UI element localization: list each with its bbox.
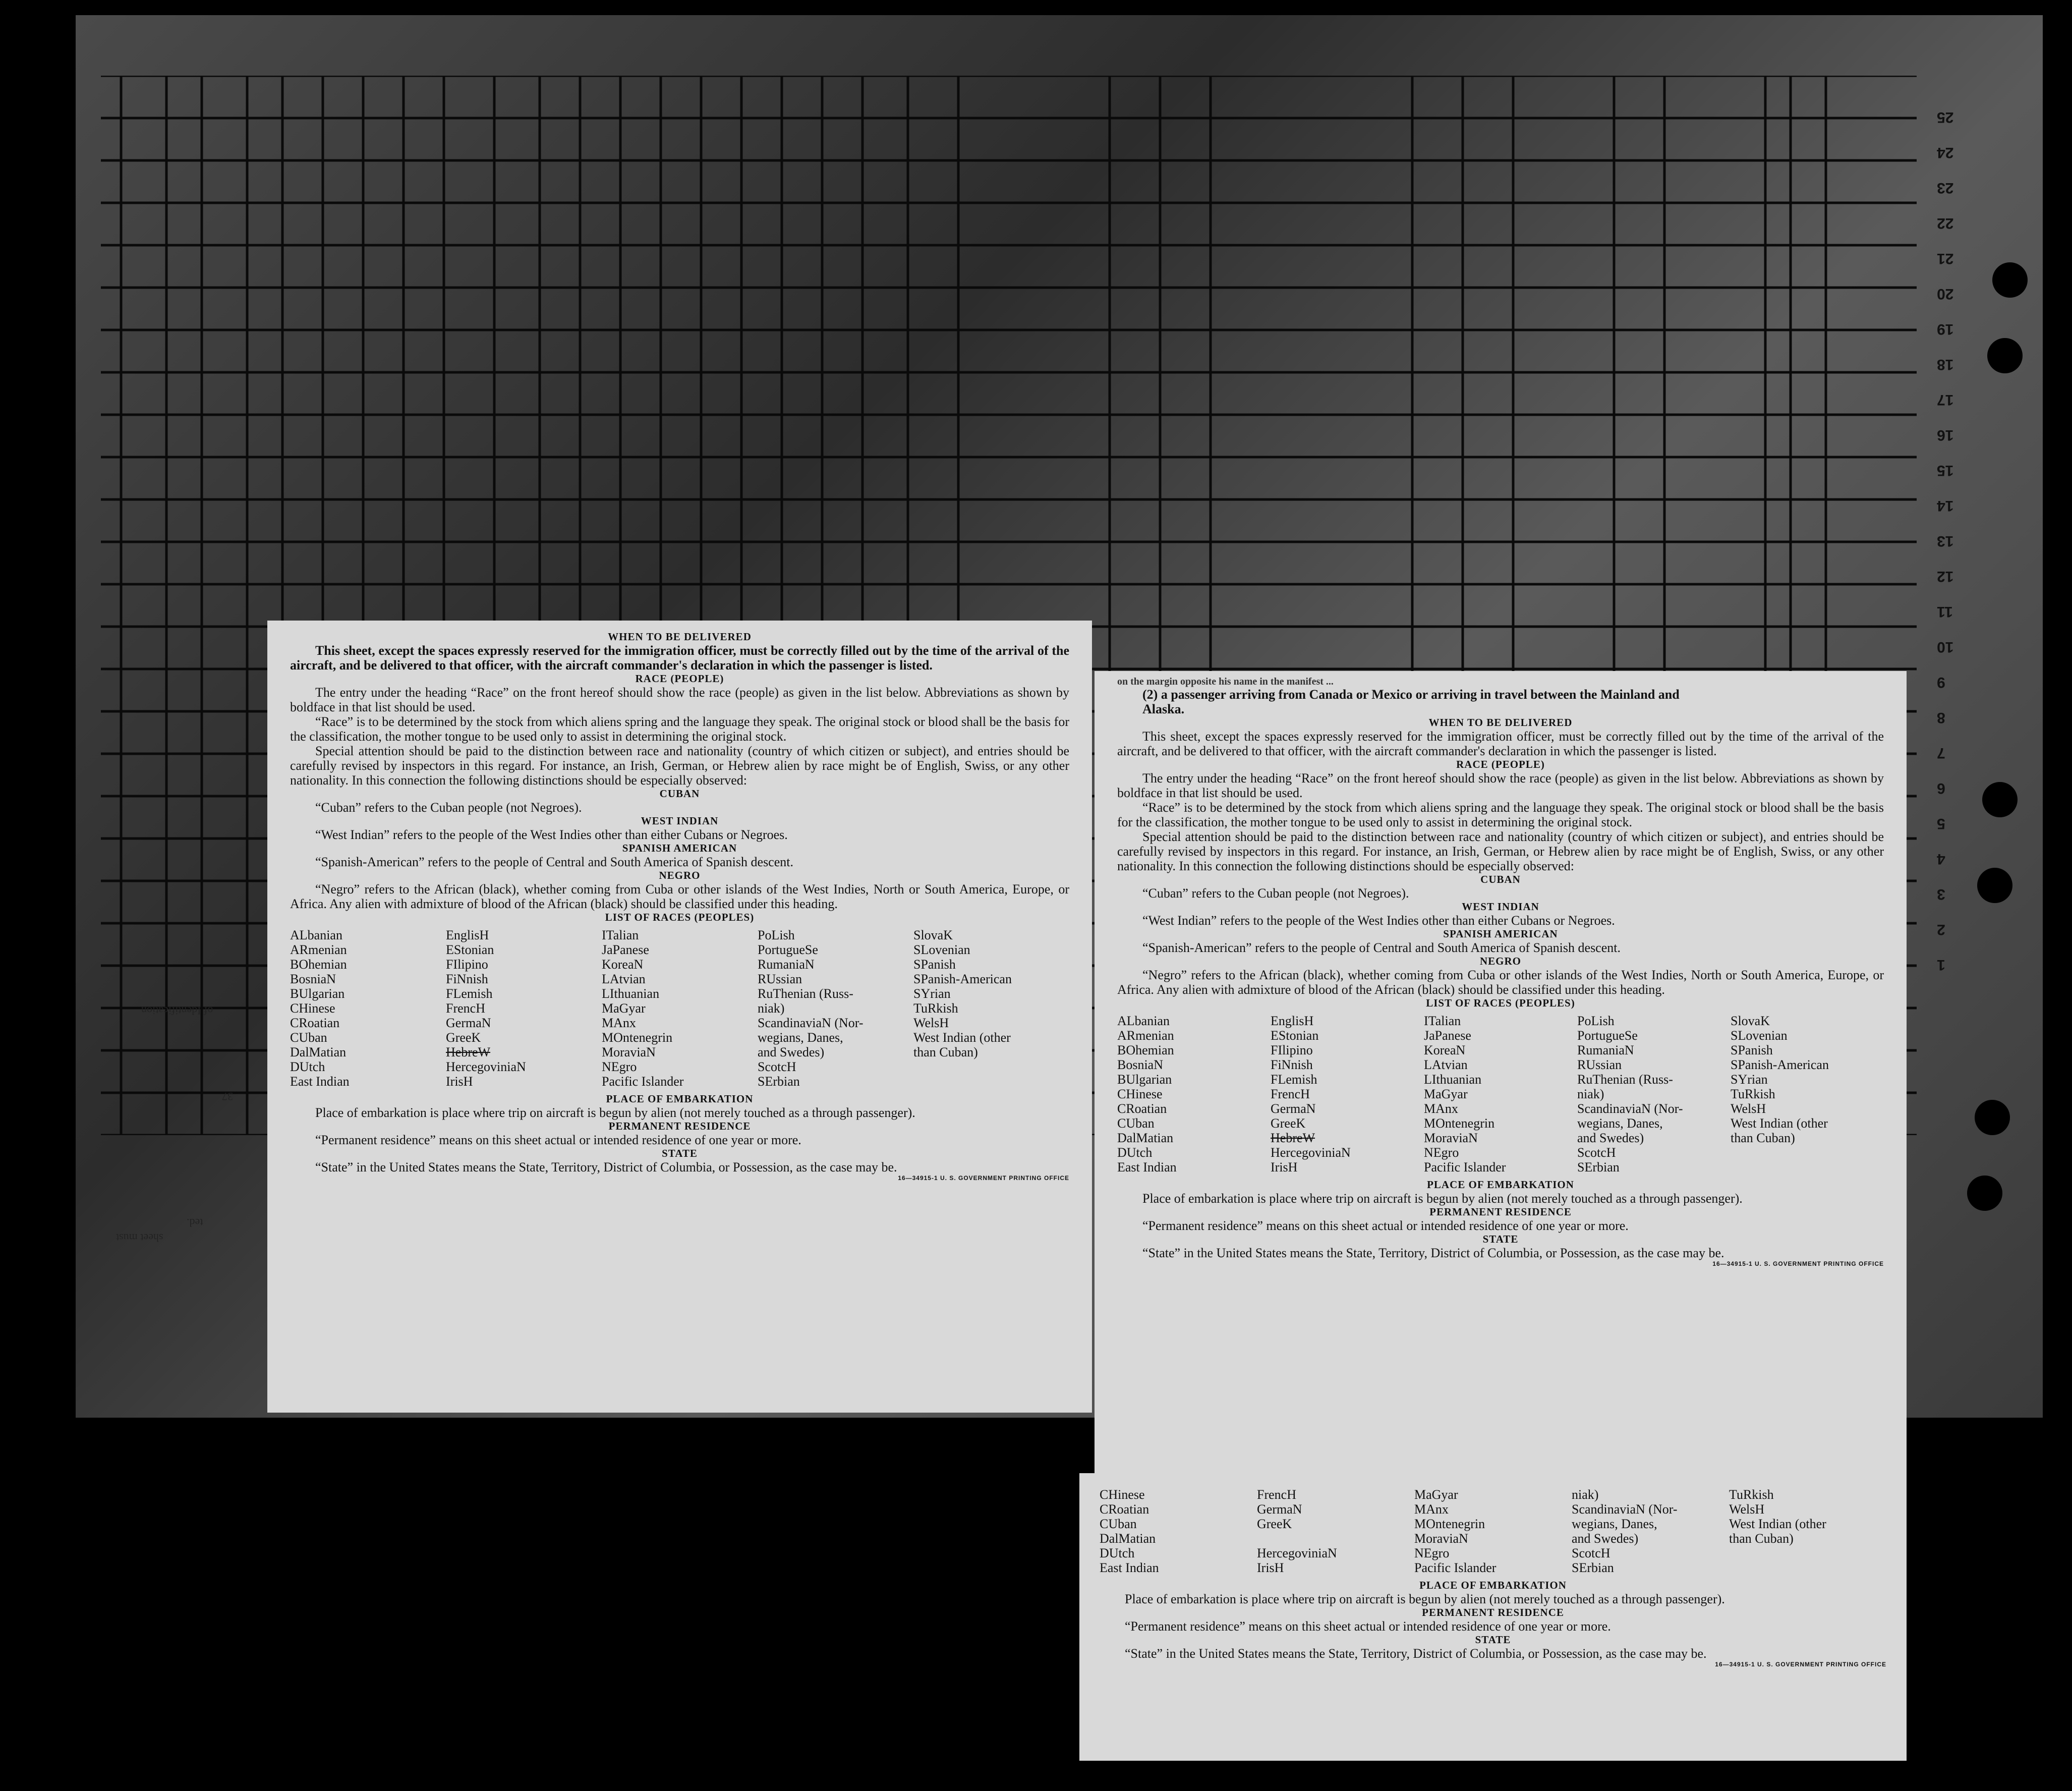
race-item: SYrian	[1731, 1072, 1768, 1087]
race-item	[1729, 1546, 1882, 1560]
race-item: FiNnish	[446, 972, 488, 986]
race-item: SlovaK	[913, 928, 953, 942]
race-item: RumaniaN	[1577, 1043, 1634, 1057]
race-item: than Cuban)	[1729, 1531, 1794, 1546]
race-item: ALbanian	[1117, 1014, 1170, 1028]
race-column	[1117, 1014, 1271, 1174]
race-item: GermaN	[1257, 1502, 1302, 1517]
race-item: FIlipino	[1271, 1043, 1313, 1057]
race-item: PortugueSe	[758, 942, 818, 957]
race-item: LAtvian	[1424, 1057, 1468, 1072]
punch-hole	[1977, 868, 2012, 903]
race-item: CRoatian	[290, 1016, 340, 1030]
race-item: RUssian	[758, 972, 802, 986]
race-item: ScandinaviaN (Nor-	[1577, 1101, 1683, 1116]
race-item: ScotcH	[1577, 1145, 1616, 1160]
race-item: MOntenegrin	[1414, 1517, 1485, 1531]
printing-footer: 16—34915-1 U. S. GOVERNMENT PRINTING OFFICE	[898, 1174, 1069, 1182]
row-number: 21	[1937, 250, 1954, 267]
race-item: ScotcH	[1572, 1546, 1610, 1560]
negro-heading: NEGRO	[659, 869, 701, 881]
list-of-races-heading: LIST OF RACES (PEOPLES)	[1426, 997, 1575, 1009]
race-item: DUtch	[1117, 1145, 1153, 1160]
punch-hole	[1992, 262, 2028, 298]
race-item: SPanish	[913, 957, 956, 972]
race-paragraph-3: Special attention should be paid to the distinction between race and nationality (country of which citizen or subject), and entries should be carefully revised by inspectors in this regard. For instance, an Irish, German, or Hebrew alien by race might be of English, Swiss, or any other nationality. In this connection the following distinctions should be especially observed:	[1117, 829, 1884, 873]
race-item: HercegoviniaN	[1271, 1145, 1351, 1160]
race-item: and Swedes)	[1572, 1531, 1639, 1546]
race-item: RuThenian (Russ-	[758, 986, 853, 1001]
race-item: LIthuanian	[1424, 1072, 1482, 1087]
embarkation-text: Place of embarkation is place where trip on aircraft is begun by alien (not merely touched as a through passenger).	[1125, 1592, 1725, 1606]
west-indian-text: “West Indian” refers to the people of the West Indies other than either Cubans or Negroes.	[315, 827, 788, 842]
race-item: SlovaK	[1731, 1014, 1770, 1028]
race-item: SPanish-American	[913, 972, 1012, 986]
race-item: RumaniaN	[758, 957, 815, 972]
row-number: 20	[1937, 286, 1954, 302]
race-item: CRoatian	[1117, 1101, 1167, 1116]
race-item: JaPanese	[602, 942, 649, 957]
state-text: “State” in the United States means the State, Territory, District of Columbia, or Possession, as the case may be.	[1142, 1246, 1724, 1260]
race-item: East Indian	[290, 1074, 350, 1089]
race-paragraph-1: The entry under the heading “Race” on the front hereof should show the race (people) as given in the list below. Abbreviations as shown by boldface in that list should be used.	[290, 685, 1069, 714]
row-number: 16	[1937, 427, 1954, 443]
embarkation-heading: PLACE OF EMBARKATION	[1427, 1179, 1574, 1191]
race-item	[1729, 1560, 1882, 1575]
race-item: BUlgarian	[1117, 1072, 1172, 1087]
race-item: NEgro	[1424, 1145, 1459, 1160]
race-list	[1117, 1014, 1884, 1174]
race-item: wegians, Danes,	[1572, 1517, 1657, 1531]
row-number: 24	[1937, 144, 1954, 161]
west-indian-heading: WEST INDIAN	[1462, 901, 1539, 913]
race-item: FrencH	[1257, 1487, 1296, 1502]
race-item: HercegoviniaN	[1257, 1546, 1337, 1560]
race-item: Pacific Islander	[1414, 1560, 1497, 1575]
race-list-fragment	[1100, 1487, 1886, 1575]
race-item: Pacific Islander	[602, 1074, 684, 1089]
permanent-residence-heading: PERMANENT RESIDENCE	[1422, 1606, 1564, 1618]
race-item: East Indian	[1100, 1560, 1159, 1575]
embarkation-heading: PLACE OF EMBARKATION	[1419, 1579, 1567, 1591]
race-item: CUban	[1100, 1517, 1137, 1531]
race-item: East Indian	[1117, 1160, 1177, 1174]
race-item: SLovenian	[1731, 1028, 1788, 1043]
race-item: SYrian	[913, 986, 951, 1001]
race-column	[1100, 1487, 1257, 1575]
race-item: KoreaN	[1424, 1043, 1466, 1057]
race-item: BosniaN	[1117, 1057, 1163, 1072]
race-item: MAnx	[1424, 1101, 1458, 1116]
row-number: 9	[1937, 674, 1945, 691]
race-item: HebreW	[1271, 1131, 1315, 1145]
spanish-american-heading: SPANISH AMERICAN	[622, 842, 737, 854]
race-column	[602, 928, 758, 1089]
race-column	[290, 928, 446, 1089]
race-item: SErbian	[1577, 1160, 1620, 1174]
race-item: CHinese	[1117, 1087, 1163, 1101]
race-item: GreeK	[446, 1030, 481, 1045]
race-paragraph-1: The entry under the heading “Race” on the front hereof should show the race (people) as given in the list below. Abbreviations as shown by boldface in that list should be used.	[1117, 771, 1884, 800]
race-item: HercegoviniaN	[446, 1059, 526, 1074]
race-item: BOhemian	[290, 957, 347, 972]
row-number: 17	[1937, 391, 1954, 408]
when-to-deliver-text: This sheet, except the spaces expressly reserved for the immigration officer, must be correctly filled out by the time of the arrival of the aircraft, and be delivered to that officer, with the aircraft commander's declaration in which the passenger is listed.	[290, 643, 1069, 673]
row-number: 23	[1937, 180, 1954, 196]
race-item: CRoatian	[1100, 1502, 1149, 1517]
race-list	[290, 928, 1069, 1089]
cuban-heading: CUBAN	[659, 788, 700, 800]
race-item: wegians, Danes,	[1577, 1116, 1663, 1131]
race-item: KoreaN	[602, 957, 644, 972]
continuation-line-1: on the margin opposite his name in the manifest ...	[1117, 676, 1334, 687]
punch-hole	[1967, 1176, 2002, 1211]
race-paragraph-3: Special attention should be paid to the distinction between race and nationality (country of which citizen or subject), and entries should be carefully revised by inspectors in this regard. For instance, an Irish, German, or Hebrew alien by race might be of English, Swiss, or any other nationality. In this connection the following distinctions should be especially observed:	[290, 744, 1069, 788]
race-heading: RACE (PEOPLE)	[1456, 758, 1545, 770]
race-item: NEgro	[1414, 1546, 1450, 1560]
race-item: TuRkish	[1731, 1087, 1775, 1101]
race-item: West Indian (other	[1731, 1116, 1828, 1131]
cuban-heading: CUBAN	[1480, 873, 1521, 885]
race-item: Pacific Islander	[1424, 1160, 1506, 1174]
row-number: 6	[1937, 780, 1945, 797]
race-item: CUban	[1117, 1116, 1155, 1131]
race-item: and Swedes)	[758, 1045, 825, 1059]
race-item: FiNnish	[1271, 1057, 1313, 1072]
race-item: SErbian	[758, 1074, 800, 1089]
row-number: 11	[1937, 603, 1953, 620]
race-item: GreeK	[1271, 1116, 1306, 1131]
race-item: ITalian	[602, 928, 639, 942]
race-item: DalMatian	[1117, 1131, 1174, 1145]
race-item: wegians, Danes,	[758, 1030, 843, 1045]
identification-label: of Identification	[141, 1004, 213, 1017]
negro-text: “Negro” refers to the African (black), whether coming from Cuba or other islands of the West Indies, North or South America, Europe, or Africa. Any alien with admixture of blood of the African (black) should be classified under this heading.	[1117, 968, 1884, 997]
background-note: sheet must	[116, 1232, 163, 1244]
row-number: 5	[1937, 815, 1945, 832]
race-item: LIthuanian	[602, 986, 660, 1001]
race-item: than Cuban)	[1731, 1131, 1795, 1145]
instruction-sheet-fragment-bottom	[1079, 1473, 1907, 1761]
race-item: TuRkish	[1729, 1487, 1774, 1502]
race-item: RUssian	[1577, 1057, 1622, 1072]
row-number: 19	[1937, 321, 1954, 338]
spanish-american-heading: SPANISH AMERICAN	[1443, 928, 1558, 940]
race-item: LAtvian	[602, 972, 646, 986]
background-note: ted.	[187, 1216, 203, 1229]
race-item: EnglisH	[446, 928, 489, 942]
row-number: 22	[1937, 215, 1954, 232]
race-item: PortugueSe	[1577, 1028, 1638, 1043]
west-indian-heading: WEST INDIAN	[641, 815, 719, 827]
row-number: 10	[1937, 639, 1954, 655]
punch-hole	[1982, 782, 2018, 817]
row-number: 7	[1937, 745, 1945, 761]
row-number: 1	[1937, 957, 1945, 973]
printing-footer: 16—34915-1 U. S. GOVERNMENT PRINTING OFFICE	[1715, 1661, 1886, 1668]
race-item: DUtch	[290, 1059, 325, 1074]
race-column	[1271, 1014, 1424, 1174]
spanish-american-text: “Spanish-American” refers to the people of Central and South America of Spanish descent.	[1142, 940, 1621, 955]
race-item: SPanish	[1731, 1043, 1773, 1057]
race-item	[1257, 1531, 1410, 1546]
race-item: ScandinaviaN (Nor-	[758, 1016, 864, 1030]
race-item: IrisH	[1257, 1560, 1284, 1575]
race-item: ALbanian	[290, 928, 342, 942]
row-number: 2	[1937, 921, 1945, 938]
when-to-deliver-text: This sheet, except the spaces expressly reserved for the immigration officer, must be correctly filled out by the time of the arrival of the aircraft, and be delivered to that officer, with the aircraft commander's declaration in which the passenger is listed.	[1117, 729, 1884, 758]
race-column	[1257, 1487, 1414, 1575]
race-item: West Indian (other	[1729, 1517, 1826, 1531]
race-item: SErbian	[1572, 1560, 1614, 1575]
race-item: niak)	[758, 1001, 785, 1016]
race-item: WelsH	[913, 1016, 949, 1030]
permanent-residence-heading: PERMANENT RESIDENCE	[1429, 1206, 1572, 1218]
row-number: 14	[1937, 497, 1954, 514]
state-heading: STATE	[1475, 1634, 1511, 1646]
punch-hole	[1987, 338, 2023, 373]
race-item: PoLish	[1577, 1014, 1615, 1028]
permanent-residence-text: “Permanent residence” means on this sheet actual or intended residence of one year or more.	[315, 1133, 801, 1147]
race-item: FLemish	[446, 986, 493, 1001]
instruction-sheet-right	[1095, 671, 1907, 1478]
race-column	[758, 928, 913, 1089]
row-number: 8	[1937, 709, 1945, 726]
list-of-races-heading: LIST OF RACES (PEOPLES)	[605, 911, 755, 923]
race-item: MOntenegrin	[602, 1030, 673, 1045]
race-item: MaGyar	[1414, 1487, 1458, 1502]
race-item: niak)	[1577, 1087, 1604, 1101]
race-heading: RACE (PEOPLE)	[635, 673, 724, 685]
race-item: TuRkish	[913, 1001, 958, 1016]
race-item: EStonian	[1271, 1028, 1319, 1043]
race-item: DUtch	[1100, 1546, 1135, 1560]
spanish-american-text: “Spanish-American” refers to the people of Central and South America of Spanish descent.	[315, 855, 793, 869]
race-item: FLemish	[1271, 1072, 1317, 1087]
race-item: MAnx	[602, 1016, 636, 1030]
race-column	[446, 928, 602, 1089]
when-to-deliver-heading: WHEN TO BE DELIVERED	[608, 631, 752, 643]
race-item: EnglisH	[1271, 1014, 1314, 1028]
race-item: GreeK	[1257, 1517, 1292, 1531]
race-item: MAnx	[1414, 1502, 1449, 1517]
race-item: FIlipino	[446, 957, 488, 972]
race-column	[913, 928, 1069, 1089]
race-item: WelsH	[1729, 1502, 1765, 1517]
race-item: HebreW	[446, 1045, 491, 1059]
race-item: BosniaN	[290, 972, 336, 986]
race-paragraph-2: “Race” is to be determined by the stock from which aliens spring and the language they speak. The original stock or blood shall be the basis for the classification, the mother tongue to be used only to assist in determining the original stock.	[1117, 800, 1884, 829]
race-item: MaGyar	[602, 1001, 646, 1016]
race-column	[1729, 1487, 1886, 1575]
race-column	[1572, 1487, 1729, 1575]
race-item: JaPanese	[1424, 1028, 1471, 1043]
race-item: PoLish	[758, 928, 795, 942]
embarkation-text: Place of embarkation is place where trip on aircraft is begun by alien (not merely touched as a through passenger).	[315, 1105, 915, 1120]
race-item: ScotcH	[758, 1059, 796, 1074]
state-text: “State” in the United States means the State, Territory, District of Columbia, or Possession, as the case may be.	[315, 1160, 897, 1174]
race-item: FrencH	[446, 1001, 485, 1016]
race-item: EStonian	[446, 942, 494, 957]
printing-footer: 16—34915-1 U. S. GOVERNMENT PRINTING OFFICE	[1712, 1260, 1884, 1267]
race-item: niak)	[1572, 1487, 1599, 1502]
race-item: MoraviaN	[1424, 1131, 1478, 1145]
race-item: and Swedes)	[1577, 1131, 1644, 1145]
permanent-residence-text: “Permanent residence” means on this sheet actual or intended residence of one year or more.	[1125, 1619, 1611, 1634]
embarkation-heading: PLACE OF EMBARKATION	[606, 1093, 754, 1105]
race-item: IrisH	[446, 1074, 473, 1089]
race-item: BOhemian	[1117, 1043, 1174, 1057]
race-item: IrisH	[1271, 1160, 1298, 1174]
cuban-text: “Cuban” refers to the Cuban people (not Negroes).	[1142, 886, 1409, 901]
negro-text: “Negro” refers to the African (black), whether coming from Cuba or other islands of the West Indies, North or South America, Europe, or Africa. Any alien with admixture of blood of the African (black) should be classified under this heading.	[290, 882, 1069, 911]
punch-hole	[1975, 1100, 2010, 1135]
race-item: ITalian	[1424, 1014, 1461, 1028]
continuation-line-2: (2) a passenger arriving from Canada or Mexico or arriving in travel between the Mainland and	[1142, 687, 1680, 702]
instruction-sheet-left	[267, 621, 1092, 1413]
race-item: CHinese	[290, 1001, 335, 1016]
race-item: WelsH	[1731, 1101, 1766, 1116]
west-indian-text: “West Indian” refers to the people of the West Indies other than either Cubans or Negroes.	[1142, 913, 1615, 928]
race-item: ARmenian	[290, 942, 347, 957]
race-item: West Indian (other	[913, 1030, 1011, 1045]
cuban-text: “Cuban” refers to the Cuban people (not Negroes).	[315, 800, 582, 815]
row-number: 25	[1937, 109, 1954, 126]
race-item: ScandinaviaN (Nor-	[1572, 1502, 1678, 1517]
row-number: 18	[1937, 356, 1954, 373]
state-heading: STATE	[1482, 1233, 1519, 1245]
row-number: 4	[1937, 851, 1945, 867]
row-number: 15	[1937, 462, 1954, 479]
race-item: RuThenian (Russ-	[1577, 1072, 1673, 1087]
race-item: MoraviaN	[1414, 1531, 1468, 1546]
race-item: MoraviaN	[602, 1045, 656, 1059]
race-item: SLovenian	[913, 942, 970, 957]
embarkation-text: Place of embarkation is place where trip on aircraft is begun by alien (not merely touched as a through passenger).	[1142, 1191, 1743, 1206]
continuation-line-3: Alaska.	[1142, 702, 1185, 716]
row-number: 12	[1937, 568, 1954, 585]
race-item: DalMatian	[290, 1045, 347, 1059]
race-item: NEgro	[602, 1059, 637, 1074]
race-item: GermaN	[1271, 1101, 1316, 1116]
race-item: BUlgarian	[290, 986, 345, 1001]
race-item: DalMatian	[1100, 1531, 1156, 1546]
race-item: GermaN	[446, 1016, 491, 1030]
row-number: 3	[1937, 886, 1945, 903]
race-item: CHinese	[1100, 1487, 1145, 1502]
permanent-residence-text: “Permanent residence” means on this sheet actual or intended residence of one year or more.	[1142, 1218, 1629, 1233]
race-column	[1414, 1487, 1572, 1575]
state-heading: STATE	[662, 1147, 698, 1159]
race-paragraph-2: “Race” is to be determined by the stock from which aliens spring and the language they speak. The original stock or blood shall be the basis for the classification, the mother tongue to be used only to assist in determining the original stock.	[290, 714, 1069, 744]
race-column	[1577, 1014, 1731, 1174]
race-item: than Cuban)	[913, 1045, 978, 1059]
race-item: FrencH	[1271, 1087, 1310, 1101]
race-column	[1424, 1014, 1577, 1174]
race-item: MOntenegrin	[1424, 1116, 1495, 1131]
state-text: “State” in the United States means the State, Territory, District of Columbia, or Possession, as the case may be.	[1125, 1646, 1707, 1661]
race-item: SPanish-American	[1731, 1057, 1829, 1072]
permanent-residence-heading: PERMANENT RESIDENCE	[608, 1120, 751, 1132]
row-number-37: 37	[222, 1090, 233, 1103]
race-column	[1731, 1014, 1884, 1174]
race-item: ARmenian	[1117, 1028, 1174, 1043]
when-to-deliver-heading: WHEN TO BE DELIVERED	[1428, 716, 1573, 729]
row-number: 13	[1937, 533, 1954, 549]
race-item: CUban	[290, 1030, 327, 1045]
race-item: MaGyar	[1424, 1087, 1468, 1101]
negro-heading: NEGRO	[1479, 955, 1521, 967]
